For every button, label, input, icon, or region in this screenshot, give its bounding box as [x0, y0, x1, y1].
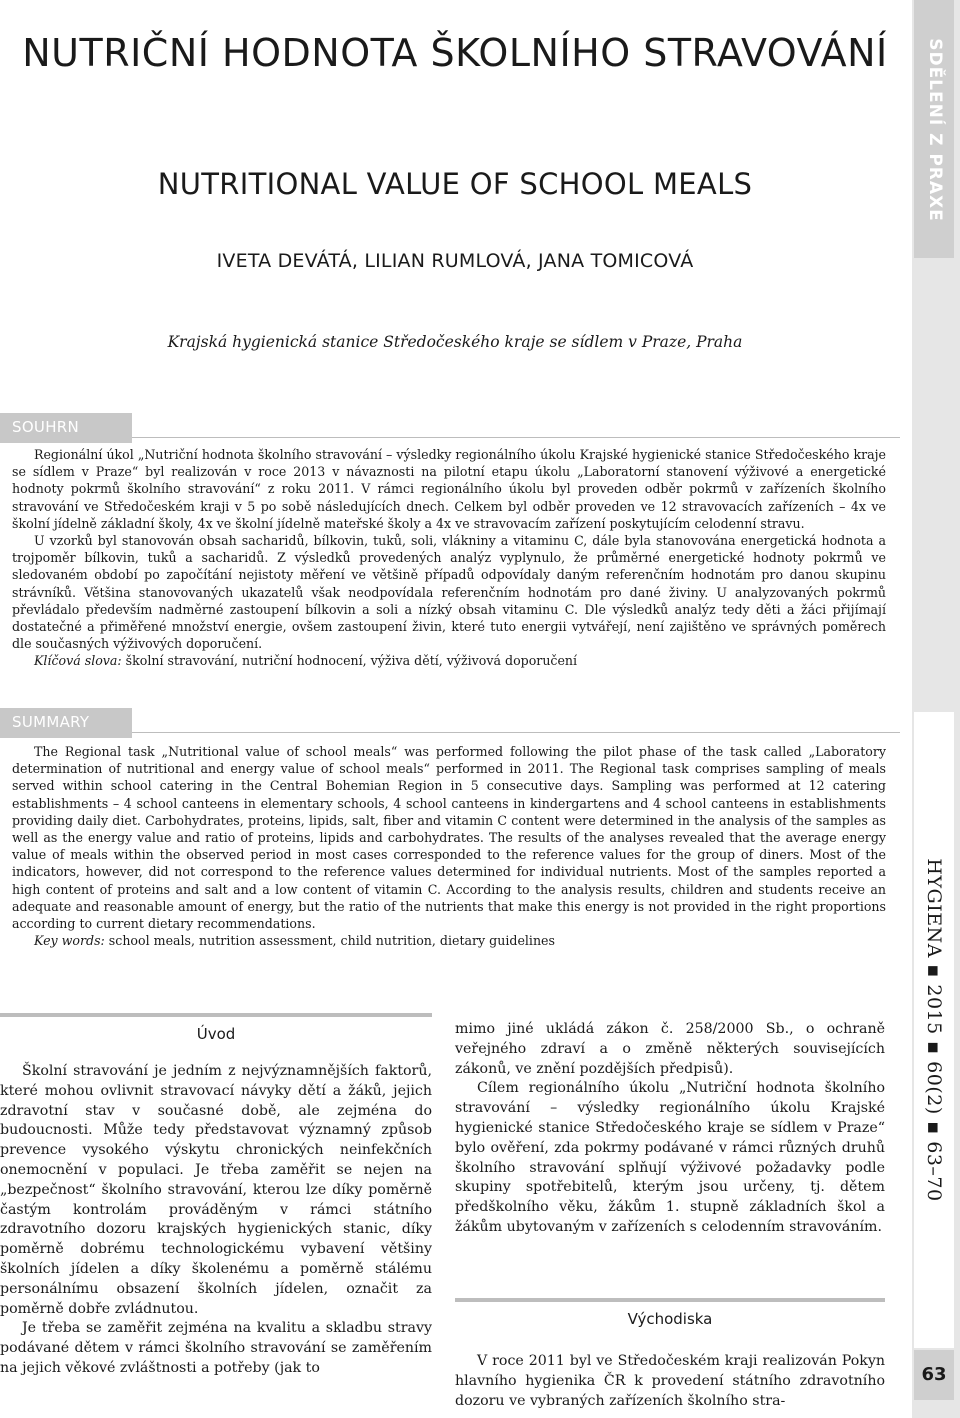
right-column	[455, 1020, 885, 1238]
souhrn-label: SOUHRN	[12, 418, 80, 436]
souhrn-keywords-text: školní stravování, nutriční hodnocení, výživa dětí, výživová doporučení	[121, 653, 578, 669]
section-tab-label: SDĚLENÍ Z PRAXE	[925, 38, 945, 222]
souhrn-abstract	[12, 446, 886, 670]
heading-vychodiska-rule	[455, 1298, 885, 1302]
souhrn-paragraph-2: U vzorků byl stanovován obsah sacharidů, bílkovin, tuků, soli, vlákniny a vitaminu C, dále byla stanovována energetická hodnota a trojpoměr bílkovin, tuků a sacharidů. Z výsledků provedených analýz vyplynulo, že průměrné energetické hodnoty pokrmů ve sledovaném období po započítání nejistoty měření ve většině případů odpovídaly daným referenčním hodnotám pro danou skupinu strávníků. Většina stanovovaných ukazatelů však neodpovídala referenčním hodnotám pro dané živiny. U analyzovaných pokrmů převládalo především nadměrné zastoupení bílkovin a soli a nízký obsah vitaminu C. Dle výsledků analýz tedy děti a žáci přijímají dostatečné a přiměřené množství energie, ovšem zastoupení živin, které tuto energii vytvářejí, není zajištěno ve správných poměrech dle současných výživových doporučení.	[12, 533, 886, 652]
summary-label: SUMMARY	[12, 713, 90, 731]
heading-uvod-rule	[0, 1013, 432, 1017]
souhrn-header	[0, 413, 132, 443]
authors: IVETA DEVÁTÁ, LILIAN RUMLOVÁ, JANA TOMICOVÁ	[216, 250, 694, 272]
right-paragraph-3: V roce 2011 byl ve Středočeském kraji realizován Pokyn hlavního hygienika ČR k provedení státního zdravotního dozoru ve vybraných zařízeních školního stra-	[455, 1353, 885, 1409]
summary-header	[0, 708, 132, 738]
right-paragraph-1: mimo jiné ukládá zákon č. 258/2000 Sb., o ochraně veřejného zdraví a o změně některých souvisejících zákonů, ve znění pozdějších předpisů).	[455, 1021, 885, 1077]
summary-keywords	[12, 932, 886, 949]
summary-keywords-text: school meals, nutrition assessment, child nutrition, dietary guidelines	[104, 933, 555, 949]
left-column	[0, 1062, 432, 1379]
heading-uvod	[0, 1013, 432, 1053]
souhrn-keywords-label: Klíčová slova:	[34, 653, 122, 669]
article-title-czech: NUTRIČNÍ HODNOTA ŠKOLNÍHO STRAVOVÁNÍ	[22, 31, 888, 75]
summary-abstract	[12, 743, 886, 949]
journal-citation: HYGIENA ▪ 2015 ▪ 60(2) ▪ 63–70	[923, 858, 945, 1202]
summary-paragraph-1: The Regional task „Nutritional value of school meals“ was performed following the pilot phase of the task called „Laboratory determination of nutritional and energy value of school meals“ performed in 2011. The Regional task comprises sampling of meals served within school catering in the Central Bohemian Region in 5 consecutive days. Sampling was performed at 12 catering establishments – 4 school canteens in elementary schools, 4 school canteens in kindergartens and 4 school canteens in establishments providing daily diet. Carbohydrates, proteins, lipids, salt, fiber and vitamin C content were determined in the analysis of the samples as well as the energy value and ratio of proteins, lipids and carbohydrates. The results of the analyses revealed that the average energy value of meals within the observed period in most cases corresponded to the reference values for the group of diners. Most of the indicators, however, did not correspond to the reference values determined for individual nutrients. Most of the samples reported a high content of proteins and salt and a low content of vitamin C. According to the analysis results, children and students receive an adequate and reasonable amount of energy, but the ratio of the nutrients that make this energy is not provided in the right proportions according to current dietary recommendations.	[12, 744, 886, 932]
right-column-2	[455, 1352, 885, 1411]
summary-rule	[0, 732, 900, 733]
left-paragraph-1: Školní stravování je jedním z nejvýznamnějších faktorů, které mohou ovlivnit stravovací návyky dětí a žáků, jejich zdravotní stav v současné době, ale zejména do budoucnosti. Může tedy představovat významný způsob prevence vysokého výskytu chronických neinfekčních onemocnění v populaci. Je třeba zaměřit se nejen na „bezpečnost“ školního stravování, kterou lze díky poměrně častým kontrolám prováděným v rámci státního zdravotního dozoru krajských hygienických stanic, díky poměrně dobrému technologickému vybavení většiny školních jídelen a díky školenému a poměrně stálému personálnímu obsazení školních jídelen, označit za poměrně dobře zvládnutou.	[0, 1063, 432, 1317]
left-paragraph-2: Je třeba se zaměřit zejména na kvalitu a skladbu stravy podávané dětem v rámci školního stravování se zaměřením na jejich věkové zvláštnosti a potřeby (jak to	[0, 1320, 432, 1376]
heading-uvod-text: Úvod	[196, 1025, 236, 1043]
heading-vychodiska	[455, 1298, 885, 1338]
page-number: 63	[914, 1350, 954, 1400]
heading-vychodiska-text: Východiska	[627, 1310, 713, 1328]
souhrn-rule	[0, 437, 900, 438]
souhrn-paragraph-1: Regionální úkol „Nutriční hodnota školního stravování – výsledky regionálního úkolu Krajské hygienické stanice Středočeského kraje se sídlem v Praze“ byl realizován v roce 2013 v návaznosti na pilotní etapu úkolu „Laboratorní stanovení výživové a energetické hodnoty pokrmů školního stravování“ z roku 2011. V rámci regionálního úkolu byl proveden odběr pokrmů v zařízeních školního stravování ve Středočeském kraji v 5 po sobě následujících dnech. Celkem byl odběr proveden ve 12 stravovacích zařízeních – 4x ve školní jídelně základní školy, 4x ve školní jídelně mateřské školy a 4x ve stravovacím zařízení poskytujícím celodenní stravu.	[12, 447, 886, 531]
right-paragraph-2: Cílem regionálního úkolu „Nutriční hodnota školního stravování – výsledky regionálního úkolu Krajské hygienické stanice Středočeského kraje se sídlem v Praze“ bylo ověření, zda pokrmy podávané v rámci různých druhů školního stravování splňují výživové požadavky podle skupiny spotřebitelů, kterým jsou určeny, tj. dětem předškolního věku, žákům 1. stupně základních škol a žákům ubytovaným v zařízeních s celodenním stravováním.	[455, 1080, 885, 1235]
article-title-english: NUTRITIONAL VALUE OF SCHOOL MEALS	[157, 167, 753, 201]
souhrn-keywords	[12, 652, 886, 669]
affiliation: Krajská hygienická stanice Středočeského kraje se sídlem v Praze, Praha	[167, 333, 743, 351]
summary-keywords-label: Key words:	[34, 933, 105, 949]
